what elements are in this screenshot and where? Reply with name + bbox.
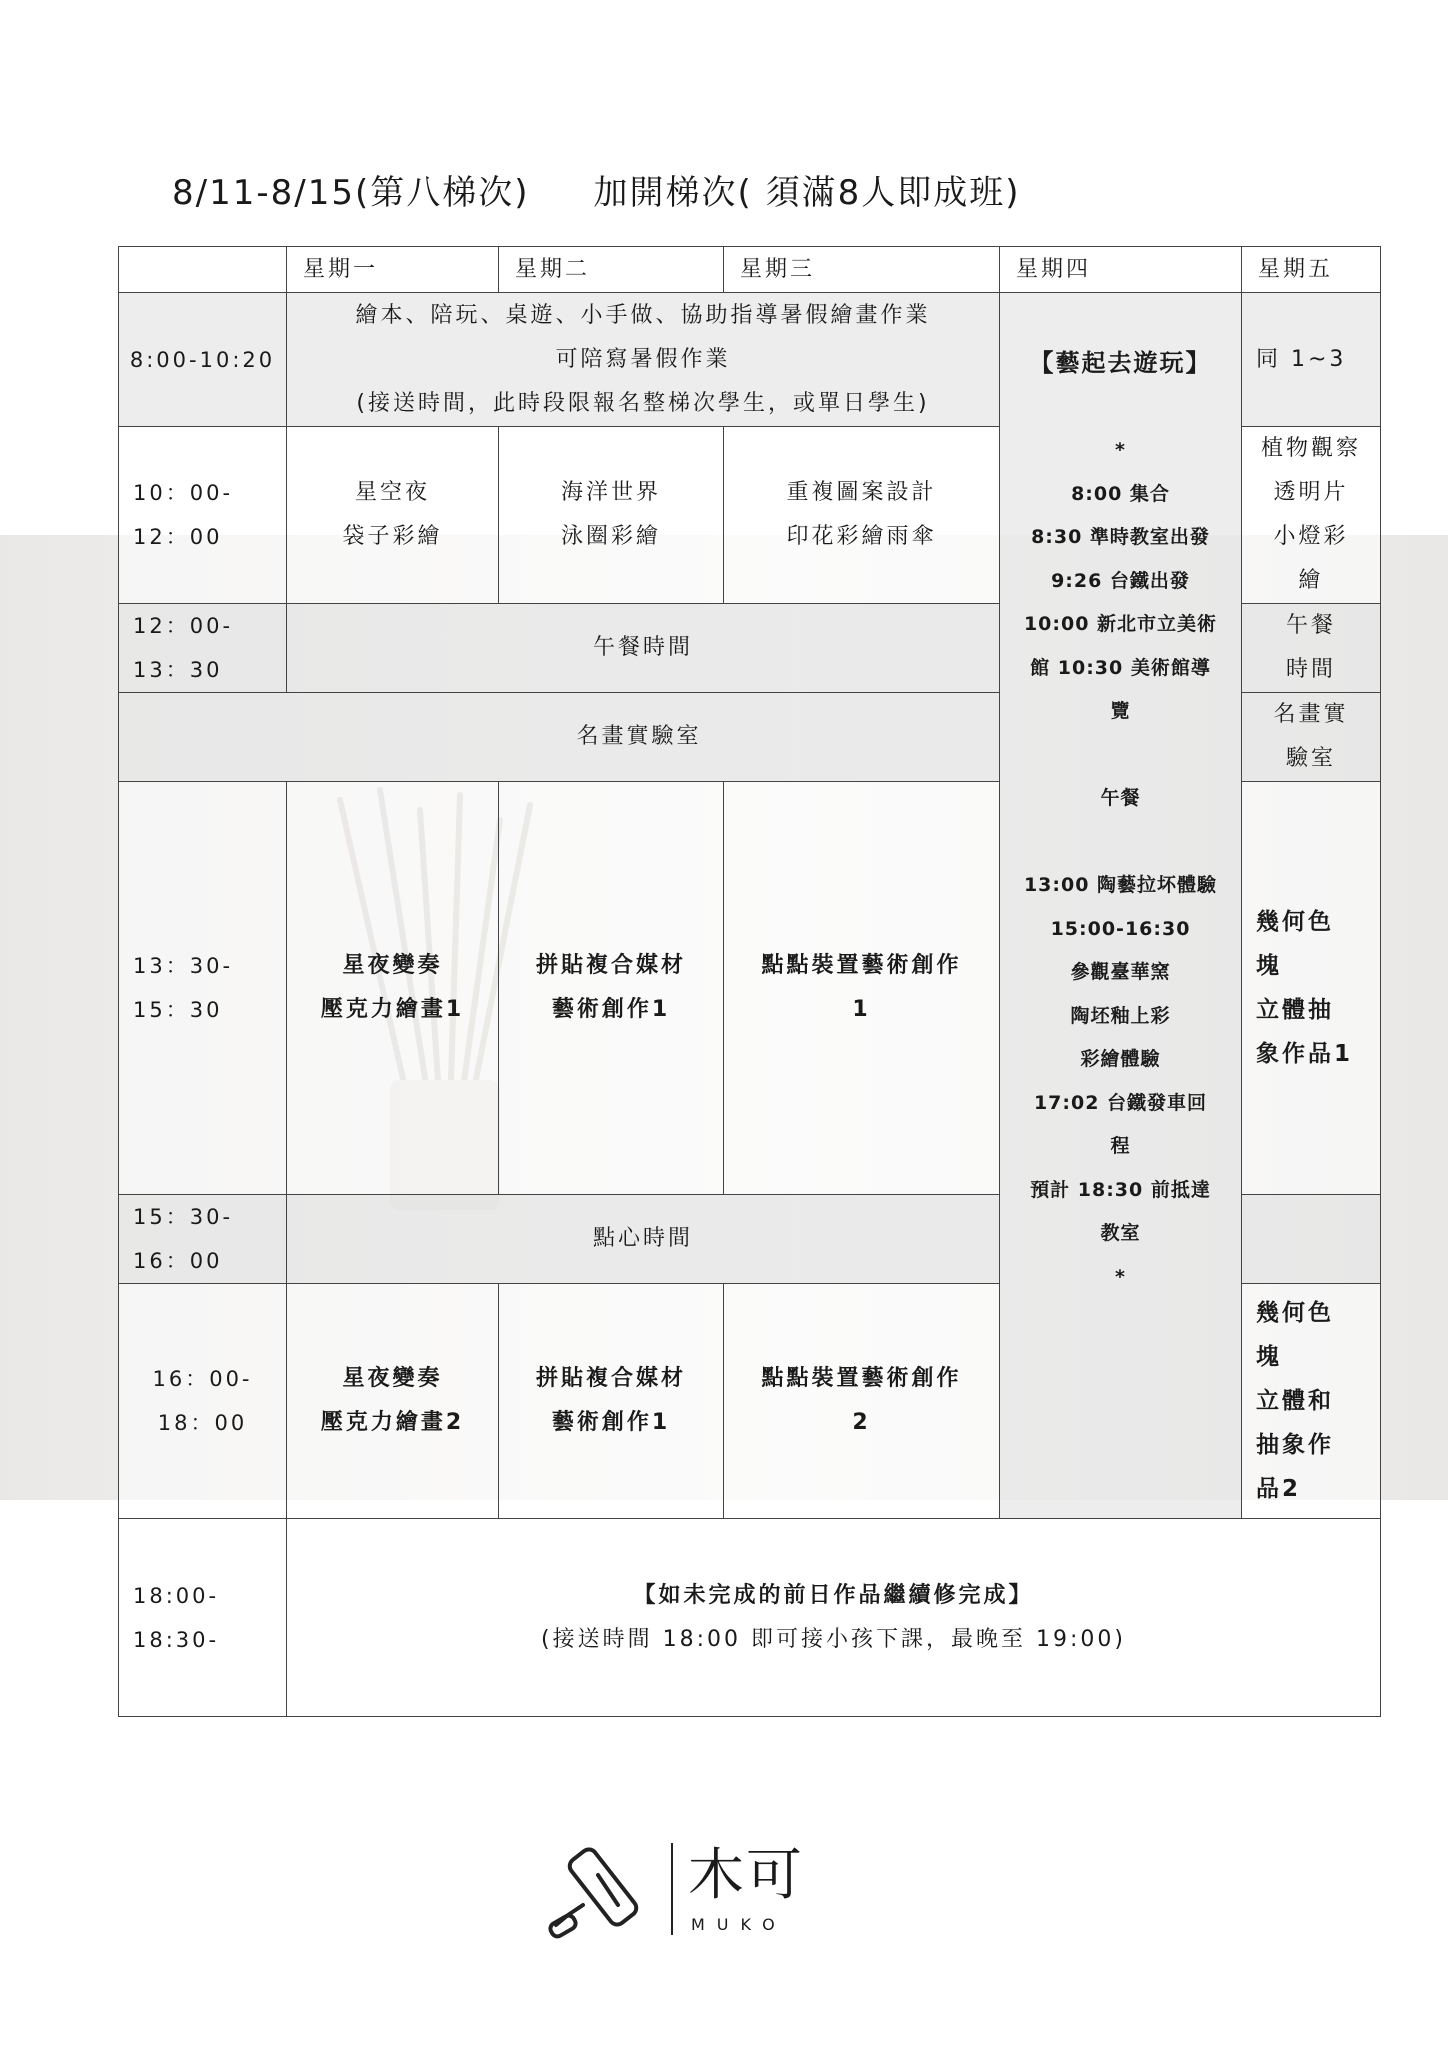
page-title: 8/11-8/15(第八梯次) 加開梯次( 須滿8人即成班) (172, 173, 1021, 213)
fri-slot-5: 幾何色 塊 立體抽 象作品1 (1242, 782, 1381, 1195)
wed-slot-5: 點點裝置藝術創作 1 (724, 782, 1000, 1195)
time-slot-1: 8:00-10:20 (119, 293, 287, 427)
time-slot-8: 18:00- 18:30- (119, 1519, 287, 1717)
header-thu: 星期四 (1000, 247, 1242, 293)
time-slot-2: 10：00- 12：00 (119, 427, 287, 604)
wed-slot-7: 點點裝置藝術創作 2 (724, 1284, 1000, 1519)
fri-slot-3: 午餐 時間 (1242, 604, 1381, 693)
masterpiece-lab: 名畫實驗室 (119, 693, 1000, 782)
fri-slot-2: 植物觀察 透明片 小燈彩 繪 (1242, 427, 1381, 604)
header-mon: 星期一 (287, 247, 499, 293)
time-slot-5: 13：30- 15：30 (119, 782, 287, 1195)
fri-slot-4: 名畫實 驗室 (1242, 693, 1381, 782)
mon-slot-5: 星夜變奏 壓克力繪畫1 (287, 782, 499, 1195)
logo-divider (671, 1843, 673, 1935)
tue-slot-5: 拼貼複合媒材 藝術創作1 (499, 782, 724, 1195)
fri-slot-1: 同 1~3 (1242, 293, 1381, 427)
time-slot-7: 16：00- 18：00 (119, 1284, 287, 1519)
logo-subtext: MUKO (691, 1915, 787, 1934)
late-session: 【如未完成的前日作品繼續修完成】 (接送時間 18:00 即可接小孩下課，最晚至 19:00) (287, 1519, 1381, 1717)
time-slot-6: 15：30- 16：00 (119, 1195, 287, 1284)
muko-logo (548, 1835, 808, 1945)
schedule-table (118, 246, 1381, 1717)
tue-slot-2: 海洋世界 泳圈彩繪 (499, 427, 724, 604)
header-fri: 星期五 (1242, 247, 1381, 293)
corner-cell (119, 247, 287, 293)
header-tue: 星期二 (499, 247, 724, 293)
fri-slot-7: 幾何色 塊 立體和 抽象作 品2 (1242, 1284, 1381, 1519)
mon-slot-7: 星夜變奏 壓克力繪畫2 (287, 1284, 499, 1519)
thursday-trip: 【藝起去遊玩】 * 8:00 集合 8:30 準時教室出發 9:26 台鐵出發 10:00 新北市立美術 館 10:30 美術館導 覽 午餐 13:00 陶藝拉坏體驗 15:00-16:30 參觀臺華窯 陶坯釉上彩 彩繪體驗 17:02 台鐵發車回 程 預計 18:30 前抵達 教室 * (1000, 293, 1242, 1519)
morning-activity: 繪本、陪玩、桌遊、小手做、協助指導暑假繪畫作業 可陪寫暑假作業 (接送時間，此時段限報名整梯次學生，或單日學生) (287, 293, 1000, 427)
time-slot-3: 12：00- 13：30 (119, 604, 287, 693)
fri-slot-6 (1242, 1195, 1381, 1284)
header-wed: 星期三 (724, 247, 1000, 293)
tue-slot-7: 拼貼複合媒材 藝術創作1 (499, 1284, 724, 1519)
logo-text: 木可 (688, 1843, 804, 1908)
mon-slot-2: 星空夜 袋子彩繪 (287, 427, 499, 604)
lunch-time: 午餐時間 (287, 604, 1000, 693)
paint-roller-icon (548, 1835, 668, 1945)
trip-title: 【藝起去遊玩】 (1029, 349, 1212, 378)
snack-time: 點心時間 (287, 1195, 1000, 1284)
wed-slot-2: 重複圖案設計 印花彩繪雨傘 (724, 427, 1000, 604)
